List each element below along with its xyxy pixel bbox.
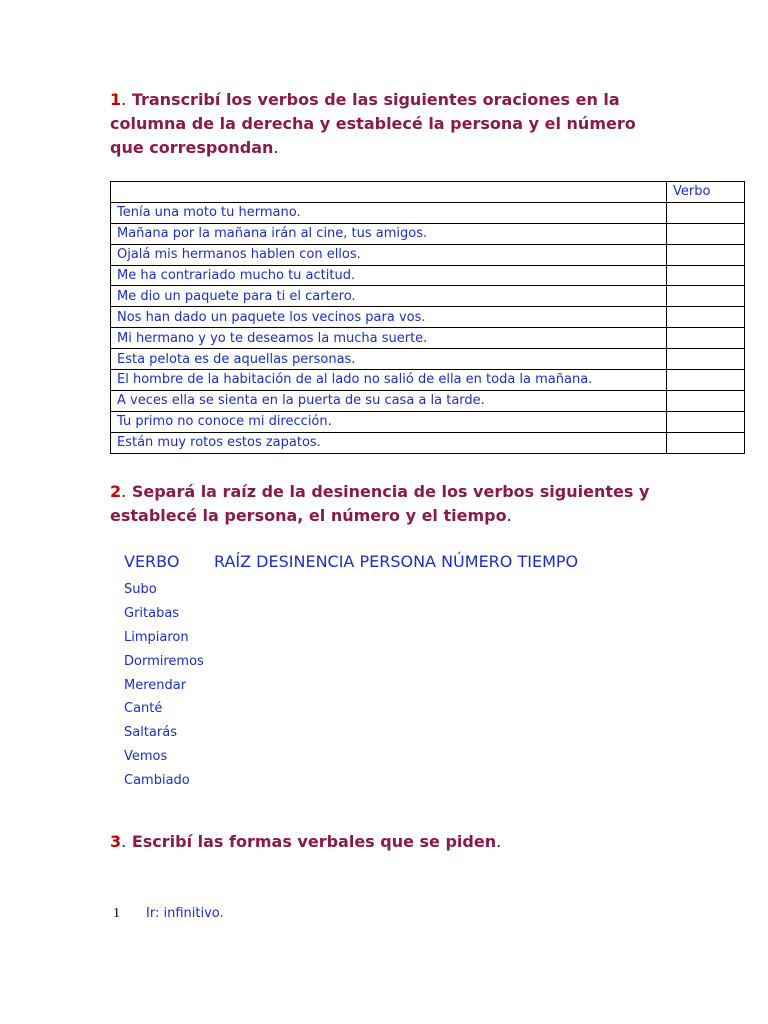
sentence-cell: Están muy rotos estos zapatos. xyxy=(111,432,667,453)
section-3-dot: . xyxy=(121,832,127,851)
sentence-cell: Mañana por la mañana irán al cine, tus amigos. xyxy=(111,223,667,244)
verbo-answer-cell[interactable] xyxy=(667,223,745,244)
list-item: Gritabas xyxy=(124,605,180,621)
verbo-answer-cell[interactable] xyxy=(667,307,745,328)
table-row xyxy=(111,328,745,349)
header-verbo-cell: Verbo xyxy=(667,182,745,203)
list-item: Saltarás xyxy=(124,725,177,741)
section-3-heading xyxy=(110,830,670,854)
section-2-number: 2 xyxy=(110,482,122,501)
list-item: Vemos xyxy=(124,749,168,765)
section-1-text: Transcribí los verbos de las siguientes oraciones en la columna de la derecha y establecé la persona y el número que correspondan xyxy=(110,90,636,157)
verbo-answer-cell[interactable] xyxy=(667,411,745,432)
table-row xyxy=(111,349,745,370)
verbo-answer-cell[interactable] xyxy=(667,286,745,307)
section-1-heading xyxy=(110,88,670,160)
table-row xyxy=(111,307,745,328)
table-row xyxy=(111,202,745,223)
sentence-cell: Ojalá mis hermanos hablen con ellos. xyxy=(111,244,667,265)
col-rest-label: RAÍZ DESINENCIA PERSONA NÚMERO TIEMPO xyxy=(214,552,579,571)
sentence-cell: Me ha contrariado mucho tu actitud. xyxy=(111,265,667,286)
header-sentence-cell xyxy=(111,182,667,203)
sentence-cell: El hombre de la habitación de al lado no salió de ella en toda la mañana. xyxy=(111,370,667,391)
verbo-answer-cell[interactable] xyxy=(667,202,745,223)
list-item: Merendar xyxy=(124,677,187,693)
verb-items xyxy=(124,578,578,793)
sentence-cell: Tenía una moto tu hermano. xyxy=(111,202,667,223)
section-3-number: 3 xyxy=(110,832,122,851)
section-3-text: Escribí las formas verbales que se piden xyxy=(131,832,497,851)
verbs-table xyxy=(110,181,745,454)
verbo-answer-cell[interactable] xyxy=(667,265,745,286)
sentence-cell: Nos han dado un paquete los vecinos para vos. xyxy=(111,307,667,328)
analysis-header-row xyxy=(124,552,578,578)
item-1 xyxy=(146,906,224,921)
verbo-answer-cell[interactable] xyxy=(667,390,745,411)
verbo-answer-cell[interactable] xyxy=(667,370,745,391)
section-1-dot: . xyxy=(121,90,127,109)
list-item: Limpiaron xyxy=(124,629,189,645)
verbo-answer-cell[interactable] xyxy=(667,432,745,453)
verb-analysis-list xyxy=(124,552,578,793)
sentence-cell: Esta pelota es de aquellas personas. xyxy=(111,349,667,370)
list-item: Subo xyxy=(124,582,157,597)
item-1-text: infinitivo. xyxy=(159,906,224,921)
section-2-text: Separá la raíz de la desinencia de los verbos siguientes y establecé la persona, el número y el tiempo xyxy=(110,482,650,525)
section-1-end: . xyxy=(273,138,279,157)
sentence-cell: Me dio un paquete para ti el cartero. xyxy=(111,286,667,307)
table-row xyxy=(111,286,745,307)
sentence-cell: Mi hermano y yo te deseamos la mucha suerte. xyxy=(111,328,667,349)
table-row xyxy=(111,411,745,432)
sentence-cell: Tu primo no conoce mi dirección. xyxy=(111,411,667,432)
list-item: Canté xyxy=(124,701,163,717)
table-row xyxy=(111,244,745,265)
table-row xyxy=(111,390,745,411)
table-row xyxy=(111,223,745,244)
table-row xyxy=(111,370,745,391)
section-2-end: . xyxy=(506,506,512,525)
section-3-end: . xyxy=(496,832,502,851)
verbo-answer-cell[interactable] xyxy=(667,244,745,265)
table-row xyxy=(111,432,745,453)
verbo-answer-cell[interactable] xyxy=(667,328,745,349)
list-item: Cambiado xyxy=(124,773,190,789)
table-row xyxy=(111,265,745,286)
list-item: Dormiremos xyxy=(124,653,204,669)
table-header-row xyxy=(111,182,745,203)
item-1-label: Ir: xyxy=(146,906,160,921)
section-2-dot: . xyxy=(121,482,127,501)
section-1-number: 1 xyxy=(110,90,122,109)
col-verbo-label: VERBO xyxy=(124,552,180,571)
section-2-heading xyxy=(110,480,670,528)
verbo-answer-cell[interactable] xyxy=(667,349,745,370)
sentence-cell: A veces ella se sienta en la puerta de su casa a la tarde. xyxy=(111,390,667,411)
item-1-number: 1 xyxy=(113,906,120,921)
